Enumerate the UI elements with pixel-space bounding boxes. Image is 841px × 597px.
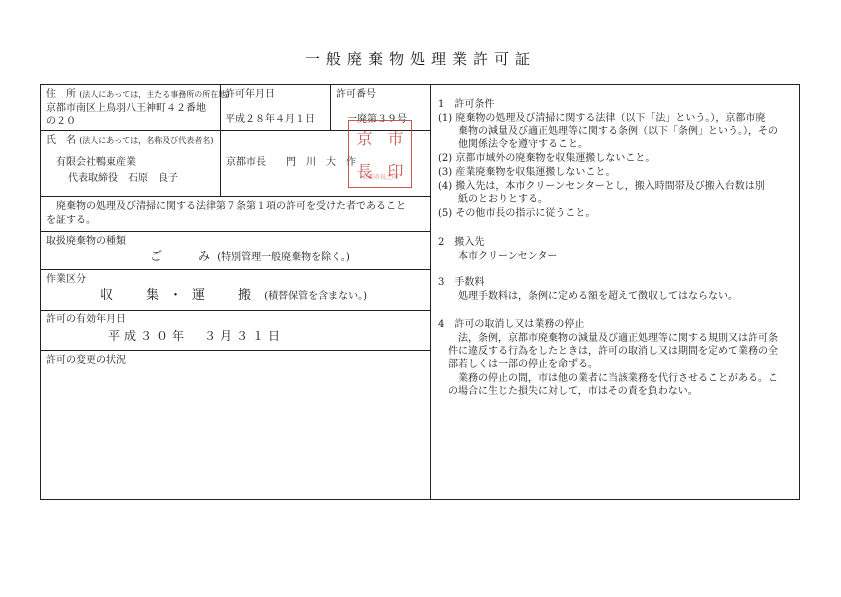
condition-4a: (4) 搬入先は，本市クリーンセンターとし，搬入時間帯及び搬入台数は別 xyxy=(438,181,765,192)
condition-5: (5) その他市長の指示に従うこと。 xyxy=(438,208,596,219)
waste-type-label: 取扱廃棄物の種類 xyxy=(46,236,126,247)
condition-2: (2) 京都市域外の廃棄物を収集運搬しないこと。 xyxy=(438,153,656,164)
work-category-note: (積替保管を含まない。) xyxy=(264,291,368,302)
address-line-1: 京都市南区上鳥羽八王神町４２番地 xyxy=(46,103,206,114)
row-divider xyxy=(40,231,430,232)
certification-line-1: 廃棄物の処理及び清掃に関する法律第７条第１項の許可を受けた者であること xyxy=(56,201,406,212)
representative-name: 代表取締役 石原 良子 xyxy=(68,173,178,184)
number-value: 一廃第３９号 xyxy=(347,114,407,125)
address-line-2: の２０ xyxy=(46,116,76,127)
condition-1b: 棄物の減量及び適正処理等に関する条例（以下「条例」という。），その xyxy=(438,126,778,137)
name-label: 氏 名 xyxy=(46,135,76,146)
number-label: 許可番号 xyxy=(336,89,376,100)
condition-1a: (1) 廃棄物の処理及び清掃に関する法律（以下「法」という。），京都市廃 xyxy=(438,113,766,124)
row-divider xyxy=(40,196,430,197)
row-divider xyxy=(40,350,430,351)
revocation-line-a: 法，条例，京都市廃棄物の減量及び適正処理等に関する規則又は許可条 xyxy=(438,333,778,344)
work-category-label: 作業区分 xyxy=(46,274,86,285)
document-title: 一般廃棄物処理業許可証 xyxy=(304,50,536,68)
certification-line-2: を証する。 xyxy=(46,215,96,226)
address-note: (法人にあっては，主たる事務所の所在地) xyxy=(79,90,230,99)
seal-char: 京 xyxy=(356,129,373,148)
date-label: 許可年月日 xyxy=(225,89,275,100)
waste-type-note: (特別管理一般廃棄物を除く。) xyxy=(217,252,350,263)
validity-value: 平成３０年 ３月３１日 xyxy=(108,329,285,343)
validity-label: 許可の有効年月日 xyxy=(46,314,126,325)
condition-4b: 紙のとおりとする。 xyxy=(438,194,548,205)
cell-divider xyxy=(330,84,331,130)
conditions-heading: 1 許可条件 xyxy=(438,99,495,110)
destination-value: 本市クリーンセンター xyxy=(438,251,558,262)
seal-char: 市 xyxy=(387,129,404,148)
seal-char: 印 xyxy=(387,162,404,181)
seal-char: 長 xyxy=(356,162,373,181)
revocation-line-c: 部若しくは一部の停止を命ずる。 xyxy=(438,359,598,370)
issuer-mayor: 京都市長 門 川 大 作 xyxy=(226,157,356,168)
fee-heading: 3 手数料 xyxy=(438,277,485,288)
condition-3: (3) 産業廃棄物を収集運搬しないこと。 xyxy=(438,167,616,178)
revocation-line-d: 業務の停止の間，市は他の業者に当該業務を代行させることがある。こ xyxy=(438,373,778,384)
condition-1c: 他関係法令を遵守すること。 xyxy=(438,139,588,150)
date-value: 平成２８年４月１日 xyxy=(225,114,315,125)
destination-heading: 2 搬入先 xyxy=(438,237,485,248)
column-divider xyxy=(430,84,431,500)
revocation-line-b: 件に違反する行為をしたときは，許可の取消し又は期間を定めて業務の全 xyxy=(438,346,778,357)
revocation-line-e: の場合に生じた損失に対して，市はその責を負わない。 xyxy=(438,386,698,397)
revocation-heading: 4 許可の取消し又は業務の停止 xyxy=(438,319,585,330)
changes-label: 許可の変更の状況 xyxy=(46,355,126,366)
work-category-value: 収 集・運 搬 xyxy=(100,288,262,303)
fee-value: 処理手数料は，条例に定める額を超えて徴収してはならない。 xyxy=(438,291,738,302)
row-divider xyxy=(40,310,430,311)
name-note: (法人にあっては，名称及び代表者名) xyxy=(79,136,214,145)
seal-inner-text: 京都市長之印 xyxy=(361,174,398,181)
waste-type-value: ご み xyxy=(150,249,215,263)
company-name: 有限会社鴨東産業 xyxy=(56,157,136,168)
row-divider xyxy=(40,269,430,270)
address-label: 住 所 xyxy=(46,89,76,100)
